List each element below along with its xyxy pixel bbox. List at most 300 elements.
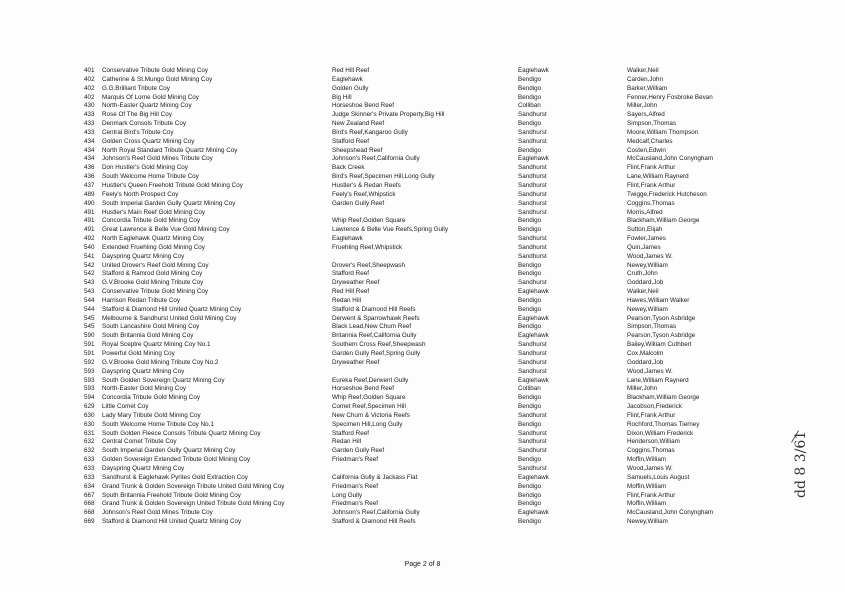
location: Judge Skinner's Private Property,Big Hill [332,111,445,119]
district: Sandhurst [518,111,547,119]
table-row [84,359,764,368]
company-name: South Imperial Garden Gully Quartz Mining Coy [102,447,236,455]
company-name: Dayspring Quartz Mining Coy [102,252,185,260]
district: Eaglehawk [518,288,549,296]
table-row [84,518,764,527]
location: Stafford & Diamond Hill Reefs [332,518,416,526]
company-name: Grand Trunk & Golden Sovereign United Tribute Gold Mining Coy [102,500,285,508]
manager-name: McCausland,John Conyngham [627,155,714,163]
manager-name: Goddard,Job [627,279,664,287]
district: Sandhurst [518,358,547,366]
table-row [84,94,764,103]
table-row [84,377,764,386]
manager-name: Newey,William [627,305,668,313]
location: Feely's Reef,Whipstick [332,190,396,198]
table-row [84,438,764,447]
district: Bendigo [518,491,542,499]
lease-number: 632 [84,447,95,455]
location: California Gully & Jackass Flat [332,473,418,481]
company-name: Stafford & Ramrod Gold Mining Coy [102,270,203,278]
lease-number: 437 [84,181,95,189]
company-name: Rose Of The Big Hill Coy [102,111,172,119]
company-name: North Royal Standard Tribute Quartz Mining Coy [102,146,238,154]
location: Specimen Hill,Long Gully [332,420,403,428]
location: Garden Gully Reef [332,447,385,455]
lease-number: 633 [84,456,95,464]
table-row [84,85,764,94]
location: Redan Hill [332,438,362,446]
company-name: Concordia Tribute Gold Mining Coy [102,394,200,402]
table-row [84,385,764,394]
company-name: Hustler's Queen Freehold Tribute Gold Mining Coy [102,181,243,189]
location: Stafford Reef [332,270,369,278]
location: Garden Gully Reef [332,199,385,207]
manager-name: Lane,William Raynerd [627,173,689,181]
district: Sandhurst [518,438,547,446]
company-name: Little Comet Coy [102,403,149,411]
table-row [84,147,764,156]
lease-number: 401 [84,67,95,74]
company-name: Extended Fruehling Gold Mining Coy [102,243,205,251]
district: Sandhurst [518,199,547,207]
location: Horseshoe Bend Reef [332,102,394,110]
company-name: G.G.Brilliant Tribute Coy [102,84,170,92]
table-row [84,200,764,209]
company-name: South Britannia Gold Mining Coy [102,332,194,340]
location: Southern Cross Reef,Sheepwash [332,341,426,349]
lease-number: 591 [84,350,95,357]
lease-number: 668 [84,500,95,508]
company-name: Lady Mary Tribute Gold Mining Coy [102,411,201,419]
location: Bird's Reef,Kangaroo Gully [332,128,408,136]
location: New Zealand Reef [332,120,385,128]
location: Dryweather Reef [332,358,380,366]
location: Eaglehawk [332,75,363,83]
district: Eaglehawk [518,376,549,384]
district: Bendigo [518,403,542,411]
manager-name: Sutton,Elijah [627,226,663,234]
lease-number: 491 [84,217,95,225]
lease-number: 634 [84,482,95,490]
location: Friedman's Reef [332,482,378,490]
table-row [84,191,764,200]
district: Sandhurst [518,137,547,145]
lease-number: 591 [84,341,95,349]
company-name: Hustler's Main Reef Gold Mining Coy [102,208,206,216]
lease-number: 543 [84,279,95,287]
manager-name: Quin,James [627,243,661,251]
register-list [84,67,764,527]
company-name: South Imperial Garden Gully Quartz Mining Coy [102,199,236,207]
table-row [84,323,764,332]
location: Redan Hill [332,296,362,304]
table-row [84,403,764,412]
table-row [84,244,764,253]
table-row [84,412,764,421]
manager-name: Rochford,Thomas Tierney [627,420,700,428]
table-row [84,297,764,306]
location: Whip Reef,Golden Square [332,394,406,402]
location: Stafford Reef [332,429,369,437]
district: Sandhurst [518,252,547,260]
manager-name: Carden,John [627,75,664,83]
district: Sandhurst [518,341,547,349]
manager-name: Sayers,Alfred [627,111,665,119]
company-name: Conservative Tribute Gold Mining Coy [102,288,209,296]
lease-number: 629 [84,403,95,411]
manager-name: Newey,William [627,518,668,526]
table-row [84,270,764,279]
manager-name: McCausland,John Conyngham [627,509,714,517]
manager-name: Moffin,William [627,500,667,508]
lease-number: 542 [84,270,95,278]
location: Sheepshead Reef [332,146,383,154]
district: Sandhurst [518,128,547,136]
manager-name: Medcalf,Charles [627,137,673,145]
lease-number: 593 [84,376,95,384]
company-name: Johnson's Reef Gold Mines Tribute Coy [102,155,213,163]
lease-number: 545 [84,314,95,322]
location: Bird's Reef,Specimen Hill,Long Gully [332,173,435,181]
district: Bendigo [518,323,542,331]
district: Bendigo [518,420,542,428]
manager-name: Costen,Edwin [627,146,666,154]
table-row [84,253,764,262]
manager-name: Hawes,William Walker [627,296,690,304]
table-row [84,111,764,120]
manager-name: Blackham,William George [627,217,700,225]
location: Drover's Reef,Sheepwash [332,261,405,269]
district: Eaglehawk [518,67,549,74]
company-name: Royal Sceptre Quartz Mining Coy No.1 [102,341,211,349]
district: Sandhurst [518,181,547,189]
company-name: Golden Cross Quartz Mining Coy [102,137,195,145]
district: Bendigo [518,261,542,269]
manager-name: Flint,Frank Arthur [627,411,676,419]
lease-number: 592 [84,358,95,366]
location: Whip Reef,Golden Square [332,217,406,225]
company-name: Marquis Of Lorne Gold Mining Coy [102,93,199,101]
company-name: South Britannia Freehold Tribute Gold Mining Coy [102,491,241,499]
company-name: North-Easter Quartz Mining Coy [102,102,192,110]
table-row [84,76,764,85]
location: Johnson's Reef,California Gully [332,509,420,517]
district: Eaglehawk [518,332,549,340]
table-row [84,217,764,226]
company-name: Dayspring Quartz Mining Coy [102,367,185,375]
company-name: North-Easter Gold Mining Coy [102,385,186,393]
company-name: Central Comet Tribute Coy [102,438,177,446]
lease-number: 633 [84,464,95,472]
lease-number: 436 [84,173,95,181]
manager-name: Wood,James W. [627,252,673,260]
manager-name: Morris,Alfred [627,208,663,216]
table-row [84,509,764,518]
table-row [84,500,764,509]
company-name: South Golden Sovereign Quartz Mining Coy [102,376,225,384]
table-row [84,394,764,403]
lease-number: 491 [84,208,95,216]
manager-name: Barker,William [627,84,668,92]
company-name: G.V.Brooke Gold Mining Tribute Coy [102,279,204,287]
lease-number: 434 [84,146,95,154]
table-row [84,155,764,164]
lease-number: 402 [84,93,95,101]
lease-number: 541 [84,252,95,260]
manager-name: Samuels,Louis August [627,473,690,481]
company-name: Sandhurst & Eaglehawk Pyrites Gold Extraction Coy [102,473,248,481]
manager-name: Simpson,Thomas [627,323,676,331]
lease-number: 632 [84,438,95,446]
district: Bendigo [518,482,542,490]
lease-number: 434 [84,137,95,145]
lease-number: 633 [84,473,95,481]
table-row [84,447,764,456]
district: Sandhurst [518,279,547,287]
company-name: South Welcome Home Tribute Coy No.1 [102,420,214,428]
district: Bendigo [518,500,542,508]
company-name: Harrison Redan Tribute Coy [102,296,181,304]
manager-name: Flint,Frank Arthur [627,491,676,499]
manager-name: Coggins,Thomas [627,199,675,207]
manager-name: Simpson,Thomas [627,120,676,128]
company-name: South Lancashire Gold Mining Coy [102,323,200,331]
manager-name: Henderson,William [627,438,680,446]
table-row [84,164,764,173]
table-row [84,226,764,235]
district: Colliban [518,102,541,110]
district: Eaglehawk [518,155,549,163]
district: Eaglehawk [518,473,549,481]
district: Sandhurst [518,243,547,251]
company-name: Grand Trunk & Golden Sovereign Tribute United Gold Mining Coy [102,482,285,490]
table-row [84,138,764,147]
lease-number: 631 [84,429,95,437]
table-row [84,129,764,138]
company-name: Stafford & Diamond Hill United Quartz Mining Coy [102,518,242,526]
company-name: Concordia Tribute Gold Mining Coy [102,217,200,225]
company-name: Don Hustler's Gold Mining Coy [102,164,188,172]
district: Sandhurst [518,411,547,419]
district: Bendigo [518,456,542,464]
location: Dryweather Reef [332,279,380,287]
lease-number: 430 [84,102,95,110]
lease-number: 630 [84,411,95,419]
manager-name: Bailey,William Cuthbert [627,341,692,349]
manager-name: Goddard,Job [627,358,664,366]
company-name: Stafford & Diamond Hill United Quartz Mining Coy [102,305,242,313]
district: Sandhurst [518,429,547,437]
table-row [84,492,764,501]
table-row [84,102,764,111]
table-row [84,315,764,324]
table-row [84,456,764,465]
table-row [84,120,764,129]
handwritten-annotation: dd 8 3/61 [793,430,809,498]
location: Big Hill [332,93,352,101]
lease-number: 544 [84,305,95,313]
table-row [84,341,764,350]
location: Long Gully [332,491,363,499]
manager-name: Flint,Frank Arthur [627,164,676,172]
location: Derwent & Sparrowhawk Reefs [332,314,420,322]
location: Johnson's Reef,California Gully [332,155,420,163]
lease-number: 489 [84,190,95,198]
district: Sandhurst [518,367,547,375]
district: Bendigo [518,226,542,234]
company-name: Conservative Tribute Gold Mining Coy [102,67,209,74]
company-name: South Welcome Home Tribute Coy [102,173,199,181]
manager-name: Miller,John [627,102,658,110]
manager-name: Miller,John [627,385,658,393]
manager-name: Lane,William Raynerd [627,376,689,384]
district: Eaglehawk [518,509,549,517]
company-name: Central Bird's Tribute Coy [102,128,174,136]
district: Bendigo [518,93,542,101]
manager-name: Moffin,William [627,482,667,490]
lease-number: 668 [84,509,95,517]
district: Sandhurst [518,350,547,357]
district: Bendigo [518,270,542,278]
company-name: North Eaglehawk Quartz Mining Coy [102,235,204,243]
manager-name: Cruth,John [627,270,658,278]
lease-number: 669 [84,518,95,526]
district: Sandhurst [518,464,547,472]
company-name: G.V.Brooke Gold Mining Tribute Coy No.2 [102,358,219,366]
manager-name: Blackham,William George [627,394,700,402]
table-row [84,483,764,492]
table-row [84,350,764,359]
manager-name: Twigge,Frederick Hutcheson [627,190,707,198]
company-name: Denmark Consols Tribute Coy [102,120,186,128]
company-name: Great Lawrence & Belle Vue Gold Mining Coy [102,226,230,234]
company-name: Melbourne & Sandhurst United Gold Mining Coy [102,314,237,322]
lease-number: 544 [84,296,95,304]
table-row [84,306,764,315]
location: Friedman's Reef [332,500,378,508]
table-row [84,288,764,297]
lease-number: 593 [84,385,95,393]
district: Bendigo [518,217,542,225]
lease-number: 492 [84,235,95,243]
table-row [84,474,764,483]
district: Bendigo [518,84,542,92]
manager-name: Jacobson,Frederick [627,403,682,411]
manager-name: Cox,Malcolm [627,350,664,357]
district: Bendigo [518,120,542,128]
location: Friedman's Reef [332,456,378,464]
district: Sandhurst [518,208,547,216]
manager-name: Newey,William [627,261,668,269]
district: Sandhurst [518,235,547,243]
lease-number: 593 [84,367,95,375]
district: Colliban [518,385,541,393]
lease-number: 402 [84,84,95,92]
company-name: South Golden Fleece Consols Tribute Quartz Mining Coy [102,429,261,437]
district: Sandhurst [518,164,547,172]
location: Stafford & Diamond Hill Reefs [332,305,416,313]
district: Eaglehawk [518,314,549,322]
table-row [84,430,764,439]
district: Sandhurst [518,190,547,198]
company-name: Feely's North Prospect Coy [102,190,179,198]
location: Garden Gully Reef,Spring Gully [332,350,421,357]
district: Bendigo [518,75,542,83]
lease-number: 545 [84,323,95,331]
location: Eaglehawk [332,235,363,243]
district: Bendigo [518,305,542,313]
location: New Chum & Victoria Reefs [332,411,410,419]
lease-number: 542 [84,261,95,269]
manager-name: Walker,Neil [627,67,659,74]
location: Comet Reef,Specimen Hill [332,403,406,411]
location: Britannia Reef,California Gully [332,332,417,340]
manager-name: Wood,James W. [627,367,673,375]
lease-number: 402 [84,75,95,83]
lease-number: 590 [84,332,95,340]
manager-name: Walker,Neil [627,288,659,296]
table-row [84,173,764,182]
table-row [84,421,764,430]
manager-name: Moore,William Thompson [627,128,699,136]
manager-name: Pearson,Tyson Asbridge [627,314,696,322]
district: Bendigo [518,146,542,154]
company-name: Johnson's Reef Gold Mines Tribute Coy [102,509,213,517]
district: Bendigo [518,518,542,526]
table-row [84,332,764,341]
district: Bendigo [518,296,542,304]
lease-number: 543 [84,288,95,296]
company-name: Catherine & St.Mungo Gold Mining Coy [102,75,213,83]
table-row [84,368,764,377]
table-row [84,67,764,76]
location: Eureka Reef,Derwent Gully [332,376,409,384]
lease-number: 594 [84,394,95,402]
lease-number: 433 [84,111,95,119]
lease-number: 491 [84,226,95,234]
location: Golden Gully [332,84,369,92]
location: Horseshoe Bend Reef [332,385,394,393]
lease-number: 630 [84,420,95,428]
location: Red Hill Reef [332,67,370,74]
manager-name: Flint,Frank Arthur [627,181,676,189]
district: Sandhurst [518,447,547,455]
lease-number: 490 [84,199,95,207]
company-name: Golden Sovereign Extended Tribute Gold Mining Coy [102,456,251,464]
company-name: United Drover's Reef Gold Mining Coy [102,261,209,269]
company-name: Powerful Gold Mining Coy [102,350,175,357]
location: Lawrence & Belle Vue Reefs,Spring Gully [332,226,448,234]
manager-name: Moffin,William [627,456,667,464]
table-row [84,235,764,244]
location: Hustler's & Redan Reefs [332,181,401,189]
lease-number: 436 [84,164,95,172]
table-row [84,279,764,288]
location: Stafford Reef [332,137,369,145]
table-row [84,262,764,271]
location: Fruehling Reef,Whipstick [332,243,402,251]
manager-name: Dixon,William Frederick [627,429,694,437]
lease-number: 667 [84,491,95,499]
table-row [84,209,764,218]
manager-name: Fowler,James [627,235,666,243]
district: Sandhurst [518,173,547,181]
manager-name: Pearson,Tyson Asbridge [627,332,696,340]
manager-name: Wood,James W. [627,464,673,472]
lease-number: 433 [84,128,95,136]
location: Black Lead,New Chum Reef [332,323,412,331]
manager-name: Fenner,Henry Fosbroke Bevan [627,93,713,101]
